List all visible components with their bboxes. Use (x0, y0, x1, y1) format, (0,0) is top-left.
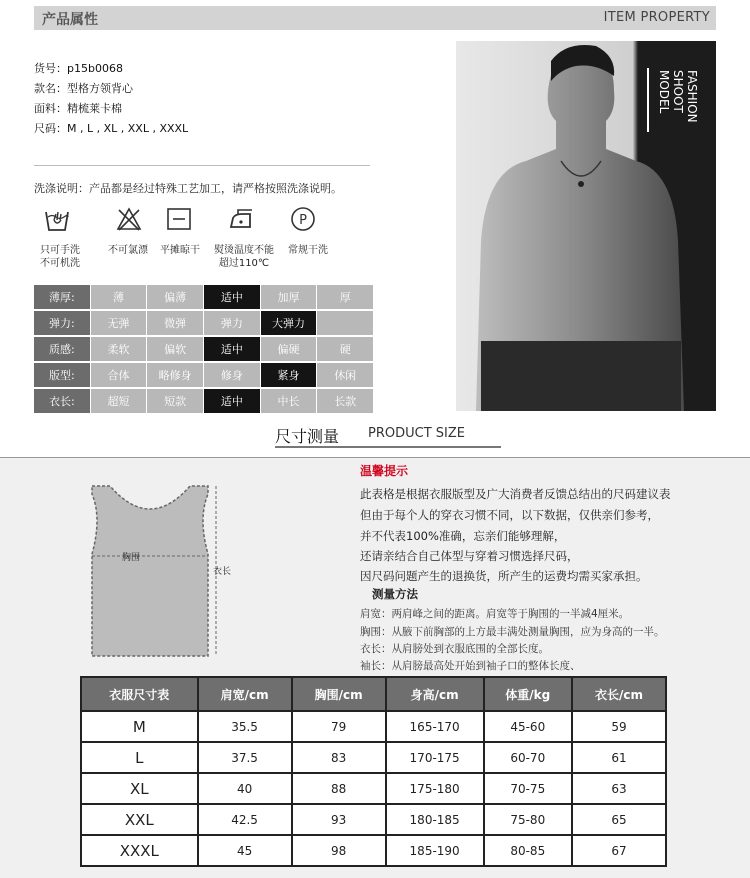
table-cell: 45 (198, 835, 292, 866)
method-line: 肩宽：两肩峰之间的距离。肩宽等于胸围的一半减4厘米。 (360, 608, 630, 620)
attribute-option: 大弹力 (261, 311, 317, 335)
prop-sizes: 尺码：M , L , XL , XXL , XXXL (34, 122, 189, 135)
attribute-label: 衣长: (34, 389, 90, 413)
table-cell: 45-60 (484, 711, 572, 742)
dry-clean-symbol: P (299, 213, 307, 228)
attribute-label: 版型: (34, 363, 90, 387)
table-cell: 60-70 (484, 742, 572, 773)
table-cell: 75-80 (484, 804, 572, 835)
size-table-header-cell: 衣长/cm (572, 677, 666, 711)
table-cell: 61 (572, 742, 666, 773)
attribute-label: 质感: (34, 337, 90, 361)
tip-line: 因尺码问题产生的退换货，所产生的运费均需买家承担。 (360, 569, 648, 583)
table-cell: 67 (572, 835, 666, 866)
size-table-header-cell: 身高/cm (386, 677, 484, 711)
fashion-badge (640, 60, 710, 140)
attribute-option: 修身 (204, 363, 260, 387)
table-cell: XL (81, 773, 198, 804)
attribute-option: 偏硬 (261, 337, 317, 361)
table-cell: 42.5 (198, 804, 292, 835)
tip-title: 温馨提示 (360, 464, 409, 478)
attribute-row (34, 337, 374, 361)
attribute-option: 中长 (261, 389, 317, 413)
property-title-en: ITEM PROPERTY (603, 10, 710, 25)
badge-line: MODEL (657, 70, 671, 114)
length-label: 衣长 (213, 567, 232, 577)
attribute-option: 长款 (317, 389, 373, 413)
table-cell: 98 (292, 835, 386, 866)
caption-line: 超过110℃ (218, 258, 270, 269)
table-cell: 65 (572, 804, 666, 835)
size-table-header-cell: 体重/kg (484, 677, 572, 711)
size-table-header-cell: 胸围/cm (292, 677, 386, 711)
table-cell: 165-170 (386, 711, 484, 742)
caption-line: 熨烫温度不能 (214, 245, 274, 256)
table-cell: 83 (292, 742, 386, 773)
iron-icon (228, 206, 254, 232)
table-cell: 35.5 (198, 711, 292, 742)
tip-line: 此表格是根据衣服版型及广大消费者反馈总结出的尺码建议表 (360, 487, 671, 501)
table-cell: XXXL (81, 835, 198, 866)
attribute-option: 硬 (317, 337, 373, 361)
dry-clean-caption: 常规干洗 (288, 245, 328, 256)
attribute-option: 适中 (204, 389, 260, 413)
method-title: 测量方法 (372, 587, 418, 601)
attribute-row (34, 285, 374, 309)
attribute-option: 短款 (147, 389, 203, 413)
attribute-option: 超短 (91, 389, 147, 413)
title-underline (275, 446, 501, 448)
prop-style-name: 款名：型格方领背心 (34, 82, 133, 95)
table-cell: M (81, 711, 198, 742)
attribute-option: 薄 (91, 285, 147, 309)
attribute-option: 柔软 (91, 337, 147, 361)
table-row (81, 773, 666, 804)
tip-line: 但由于每个人的穿衣习惯不同，以下数据，仅供亲们参考， (360, 508, 659, 522)
chest-label: 胸围 (122, 553, 141, 563)
table-row (81, 711, 666, 742)
table-cell: 63 (572, 773, 666, 804)
tip-line: 并不代表100%准确，忘亲们能够理解， (360, 529, 566, 543)
prop-item-code: 货号：p15b0068 (34, 62, 123, 75)
size-section-divider (0, 457, 750, 458)
attribute-option: 微弹 (147, 311, 203, 335)
table-cell: 79 (292, 711, 386, 742)
caption-line: 只可手洗 (40, 245, 80, 256)
attribute-option: 偏软 (147, 337, 203, 361)
attribute-row (34, 389, 374, 413)
badge-line: FASHION (685, 70, 699, 123)
prop-fabric: 面料：精梳莱卡棉 (34, 102, 122, 115)
method-line: 袖长：从肩膀最高处开始到袖子口的整体长度、 (360, 660, 581, 672)
size-table-header-cell: 肩宽/cm (198, 677, 292, 711)
attribute-option: 适中 (204, 285, 260, 309)
table-cell: 175-180 (386, 773, 484, 804)
table-cell: 59 (572, 711, 666, 742)
attribute-row (34, 363, 374, 387)
table-cell: 40 (198, 773, 292, 804)
size-table-header (81, 677, 666, 711)
attribute-grid (34, 285, 374, 415)
table-row (81, 804, 666, 835)
attribute-option: 加厚 (261, 285, 317, 309)
dry-flat-icon (166, 206, 192, 232)
tip-line: 还请亲结合自己体型与穿着习惯选择尺码， (360, 549, 579, 563)
attribute-option: 适中 (204, 337, 260, 361)
table-cell: 180-185 (386, 804, 484, 835)
attribute-option: 合体 (91, 363, 147, 387)
table-cell: 70-75 (484, 773, 572, 804)
table-cell: 88 (292, 773, 386, 804)
wash-instructions: 洗涤说明：产品都是经过特殊工艺加工，请严格按照洗涤说明。 (34, 182, 342, 195)
method-line: 胸围：从腋下前胸部的上方最丰满处测量胸围，应为身高的一半。 (360, 626, 665, 638)
dry-flat-caption: 平摊晾干 (160, 245, 200, 256)
method-line: 衣长：从肩膀处到衣服底围的全部长度。 (360, 643, 549, 655)
table-row (81, 742, 666, 773)
size-table (80, 676, 667, 867)
attribute-label: 薄厚: (34, 285, 90, 309)
caption-line: 不可机洗 (40, 258, 80, 269)
attribute-row (34, 311, 374, 335)
attribute-option: 偏薄 (147, 285, 203, 309)
no-bleach-caption: 不可氯漂 (108, 245, 148, 256)
size-table-header-cell: 衣服尺寸表 (81, 677, 198, 711)
hand-wash-icon (44, 206, 70, 232)
no-bleach-icon (116, 206, 142, 232)
table-cell: 37.5 (198, 742, 292, 773)
table-cell: 93 (292, 804, 386, 835)
attribute-option: 紧身 (261, 363, 317, 387)
iron-caption (210, 244, 278, 270)
table-cell: 80-85 (484, 835, 572, 866)
size-table-body (81, 711, 666, 866)
tank-top-diagram (80, 484, 220, 658)
size-title: 尺寸测量 (275, 427, 340, 446)
size-title-en: PRODUCT SIZE (368, 426, 465, 441)
table-cell: L (81, 742, 198, 773)
property-header (34, 6, 716, 30)
attribute-option: 略修身 (147, 363, 203, 387)
badge-line: SHOOT (671, 70, 685, 113)
dry-clean-icon (290, 206, 316, 232)
attribute-option: 休闲 (317, 363, 373, 387)
property-title: 产品属性 (42, 12, 98, 28)
attribute-label: 弹力: (34, 311, 90, 335)
table-row (81, 835, 666, 866)
attribute-option: 无弹 (91, 311, 147, 335)
table-cell: 185-190 (386, 835, 484, 866)
attribute-option: 厚 (317, 285, 373, 309)
attribute-option (317, 311, 373, 335)
table-cell: XXL (81, 804, 198, 835)
divider (34, 165, 370, 166)
attribute-option: 弹力 (204, 311, 260, 335)
table-cell: 170-175 (386, 742, 484, 773)
hand-wash-caption (30, 244, 90, 270)
